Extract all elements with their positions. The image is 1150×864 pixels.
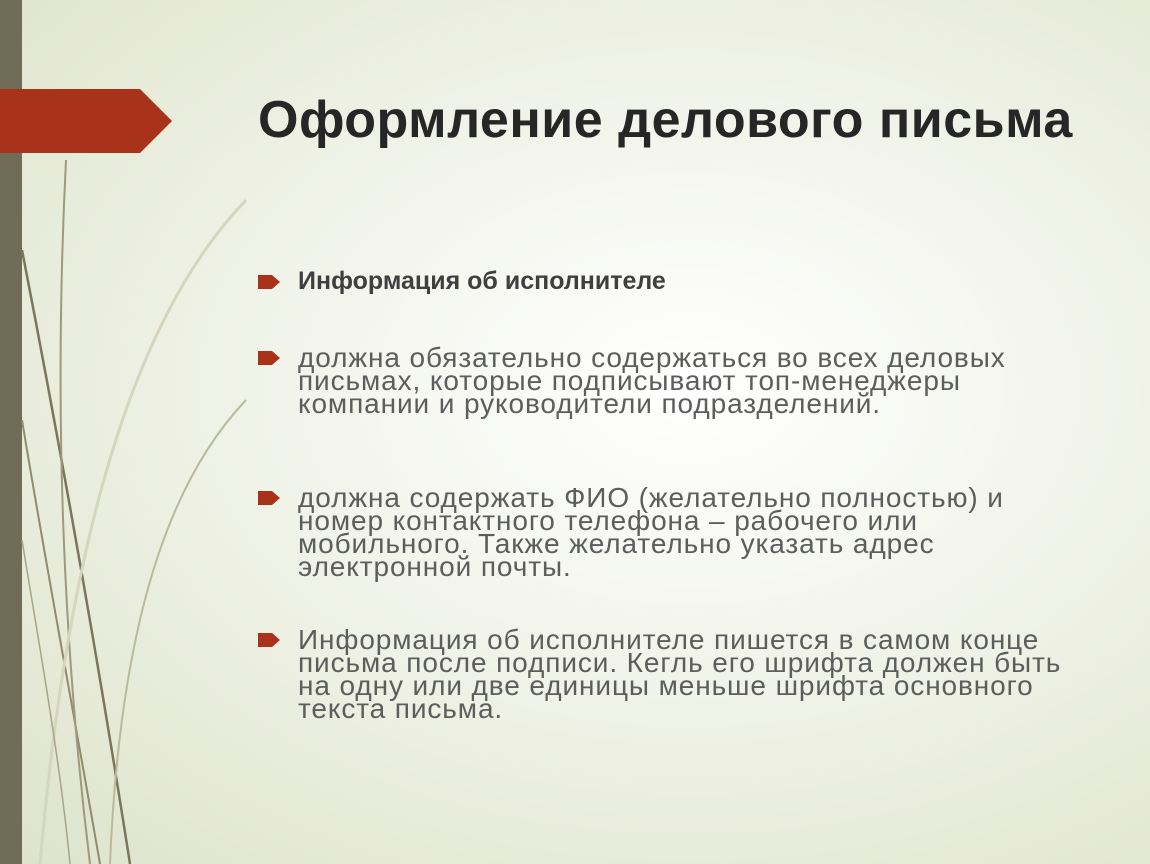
arrow-bullet-icon xyxy=(258,491,280,505)
arrow-bullet-icon xyxy=(258,275,280,289)
list-item-text: должна обязательно содержаться во всех деловых письмах, которые подписывают топ-менеджеры компании и руководители подразделений. xyxy=(298,342,1006,419)
arrow-bullet-icon xyxy=(258,351,280,365)
list-item-text: Информация об исполнителе xyxy=(298,267,666,295)
slide-title: Оформление делового письма xyxy=(258,91,1073,149)
list-item-text: Информация об исполнителе пишется в самом конце письма после подписи. Кегль его шрифта должен быть на одну или две единицы меньше шрифта основного текста письма. xyxy=(298,624,1062,724)
arrow-bullet-icon xyxy=(258,633,280,647)
list-item-text: должна содержать ФИО (желательно полностью) и номер контактного телефона – рабочего или мобильного. Также желательно указать адрес электронной почты. xyxy=(298,482,1004,582)
title-arrow-shape xyxy=(0,89,172,153)
